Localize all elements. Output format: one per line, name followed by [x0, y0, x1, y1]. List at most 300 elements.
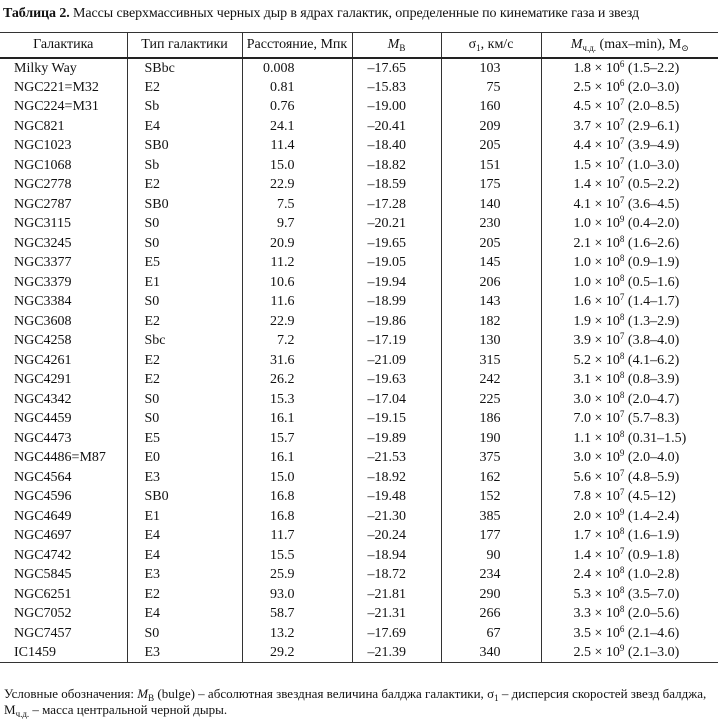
mb-value: –21.53 — [352, 448, 441, 468]
mass-mantissa: 3.1 — [573, 372, 591, 388]
galaxy-name: NGC4742 — [14, 547, 72, 563]
mass-exponent: 6 — [619, 58, 625, 69]
galaxy-type: E5 — [127, 253, 242, 273]
galaxy-type: SBbc — [127, 58, 242, 78]
caption-label: Таблица 2. — [3, 6, 70, 21]
galaxy-name: NGC2778 — [14, 177, 72, 193]
mb-value: –21.09 — [352, 351, 441, 371]
times-sign: × 10 — [591, 586, 620, 602]
mass-mantissa: 4.1 — [573, 196, 591, 212]
table-row — [0, 507, 718, 527]
galaxy-type: SB0 — [127, 195, 242, 215]
galaxy-type: E1 — [127, 507, 242, 527]
times-sign: × 10 — [591, 216, 620, 232]
mass-mantissa: 1.0 — [573, 255, 591, 271]
times-sign: × 10 — [591, 177, 620, 193]
mb-value: –19.05 — [352, 253, 441, 273]
galaxy-type: E4 — [127, 546, 242, 566]
times-sign: × 10 — [591, 60, 620, 76]
sigma-value: 234 — [441, 565, 541, 585]
mb-value: –19.15 — [352, 409, 441, 429]
galaxy-name: NGC3384 — [14, 294, 72, 310]
mass-range: (2.0–3.0) — [627, 79, 680, 95]
mass-range: (1.4–1.7) — [627, 294, 680, 310]
times-sign: × 10 — [591, 391, 620, 407]
table-row — [0, 58, 718, 78]
legend-mb-subscript: B — [148, 693, 155, 703]
mass-value — [541, 312, 718, 332]
mass-range: (2.9–6.1) — [627, 118, 680, 134]
sigma-value: 340 — [441, 643, 541, 663]
galaxy-type: S0 — [127, 234, 242, 254]
galaxy-type: S0 — [127, 409, 242, 429]
mass-value — [541, 58, 718, 78]
times-sign: × 10 — [591, 606, 620, 622]
table-row — [0, 604, 718, 624]
table-row — [0, 292, 718, 312]
times-sign: × 10 — [591, 294, 620, 310]
mass-exponent: 8 — [619, 253, 625, 264]
distance-value: 7.2 — [242, 331, 352, 351]
mass-range: (2.0–4.0) — [627, 450, 680, 466]
sigma-value: 315 — [441, 351, 541, 371]
mass-mantissa: 5.6 — [573, 469, 591, 485]
galaxy-type: E2 — [127, 312, 242, 332]
mass-range: (2.1–3.0) — [627, 645, 680, 660]
table-row — [0, 97, 718, 117]
times-sign: × 10 — [591, 450, 620, 466]
distance-value: 13.2 — [242, 624, 352, 644]
mb-value: –20.24 — [352, 526, 441, 546]
distance-value: 16.8 — [242, 507, 352, 527]
mass-exponent: 7 — [619, 97, 625, 108]
mass-value — [541, 234, 718, 254]
mb-value: –21.81 — [352, 585, 441, 605]
mass-range: (0.4–2.0) — [627, 216, 680, 232]
mass-range: (1.4–2.4) — [627, 508, 680, 524]
table-legend — [4, 686, 718, 718]
mass-exponent: 7 — [619, 175, 625, 186]
distance-value: 15.5 — [242, 546, 352, 566]
mass-mantissa: 2.0 — [573, 508, 591, 524]
header-type: Тип галактики — [127, 33, 242, 58]
distance-value: 15.0 — [242, 156, 352, 176]
galaxy-type: E4 — [127, 117, 242, 137]
mb-value: –18.82 — [352, 156, 441, 176]
mass-range: (0.5–2.2) — [627, 177, 680, 193]
mass-exponent: 8 — [619, 272, 625, 283]
table-row — [0, 331, 718, 351]
galaxy-name: NGC4473 — [14, 430, 72, 446]
mass-value — [541, 624, 718, 644]
mass-value — [541, 487, 718, 507]
sigma-value: 385 — [441, 507, 541, 527]
times-sign: × 10 — [591, 118, 620, 134]
mass-exponent: 8 — [619, 584, 625, 595]
mass-range: (1.0–2.8) — [627, 567, 680, 583]
mass-value — [541, 195, 718, 215]
distance-value: 93.0 — [242, 585, 352, 605]
distance-value: 26.2 — [242, 370, 352, 390]
sigma-value: 209 — [441, 117, 541, 137]
galaxy-name: NGC821 — [14, 118, 65, 134]
galaxy-type: S0 — [127, 624, 242, 644]
mass-value — [541, 273, 718, 293]
mb-value: –17.65 — [352, 58, 441, 78]
galaxy-name: NGC5845 — [14, 567, 72, 583]
mass-value — [541, 175, 718, 195]
times-sign: × 10 — [591, 411, 620, 427]
mb-value: –19.86 — [352, 312, 441, 332]
galaxy-type: Sb — [127, 156, 242, 176]
galaxy-name: NGC4697 — [14, 528, 72, 544]
mass-mantissa: 4.4 — [573, 138, 591, 154]
mass-exponent: 7 — [619, 545, 625, 556]
times-sign: × 10 — [591, 313, 620, 329]
header-galaxy: Галактика — [0, 33, 127, 58]
distance-value: 11.7 — [242, 526, 352, 546]
distance-value: 11.2 — [242, 253, 352, 273]
sigma-unit: , км/с — [480, 36, 514, 52]
mb-value: –19.00 — [352, 97, 441, 117]
legend-sigma-text: – дисперсия скоростей звезд балджа, — [498, 686, 707, 701]
table-header-row — [0, 33, 718, 58]
mass-exponent: 9 — [619, 506, 625, 517]
mass-mantissa: 3.0 — [573, 391, 591, 407]
table-row — [0, 429, 718, 449]
sigma-value: 130 — [441, 331, 541, 351]
mb-symbol: M — [387, 36, 400, 52]
mb-value: –18.40 — [352, 136, 441, 156]
sigma-value: 67 — [441, 624, 541, 644]
mass-mantissa: 1.6 — [573, 294, 591, 310]
galaxy-type: E2 — [127, 351, 242, 371]
mass-range: (0.8–3.9) — [627, 372, 680, 388]
mass-exponent: 8 — [619, 311, 625, 322]
table-row — [0, 468, 718, 488]
mass-exponent: 7 — [619, 155, 625, 166]
table-row — [0, 565, 718, 585]
galaxy-name: Milky Way — [14, 60, 77, 76]
galaxy-type: E2 — [127, 585, 242, 605]
mass-exponent: 7 — [619, 487, 625, 498]
distance-value: 29.2 — [242, 643, 352, 663]
sigma-subscript: 1 — [476, 42, 481, 53]
times-sign: × 10 — [591, 469, 620, 485]
sigma-value: 225 — [441, 390, 541, 410]
mb-value: –17.19 — [352, 331, 441, 351]
sigma-value: 206 — [441, 273, 541, 293]
mass-range: (1.6–1.9) — [627, 528, 680, 544]
mass-value — [541, 604, 718, 624]
times-sign: × 10 — [591, 547, 620, 563]
mass-value — [541, 643, 718, 663]
galaxy-type: Sbc — [127, 331, 242, 351]
mass-range: (0.9–1.9) — [627, 255, 680, 271]
distance-value: 16.1 — [242, 448, 352, 468]
mass-mantissa: 2.5 — [573, 79, 591, 95]
table-row — [0, 195, 718, 215]
mass-range: (4.5–12) — [627, 489, 676, 505]
mass-value — [541, 253, 718, 273]
mass-exponent: 7 — [619, 194, 625, 205]
galaxy-name: NGC221=M32 — [14, 79, 99, 95]
galaxy-type: SB0 — [127, 487, 242, 507]
mass-exponent: 6 — [619, 623, 625, 634]
mass-mantissa: 1.7 — [573, 528, 591, 544]
mass-mantissa: 7.0 — [573, 411, 591, 427]
mb-value: –21.31 — [352, 604, 441, 624]
mass-value — [541, 507, 718, 527]
galaxy-name: NGC3377 — [14, 255, 72, 271]
galaxy-name: NGC3245 — [14, 235, 72, 251]
mass-exponent: 8 — [619, 389, 625, 400]
times-sign: × 10 — [591, 255, 620, 271]
galaxy-type: E3 — [127, 468, 242, 488]
mass-exponent: 8 — [619, 233, 625, 244]
distance-value: 20.9 — [242, 234, 352, 254]
mass-value — [541, 565, 718, 585]
mass-range: (1.3–2.9) — [627, 313, 680, 329]
sigma-value: 266 — [441, 604, 541, 624]
sigma-value: 177 — [441, 526, 541, 546]
times-sign: × 10 — [591, 528, 620, 544]
times-sign: × 10 — [591, 567, 620, 583]
mass-mantissa: 3.3 — [573, 606, 591, 622]
mass-range: (4.1–6.2) — [627, 352, 680, 368]
mass-value — [541, 448, 718, 468]
galaxy-name: NGC224=M31 — [14, 99, 99, 115]
table-row — [0, 253, 718, 273]
galaxy-type: S0 — [127, 292, 242, 312]
mass-range: (2.0–8.5) — [627, 99, 680, 115]
mass-exponent: 7 — [619, 409, 625, 420]
galaxy-name: NGC6251 — [14, 586, 72, 602]
times-sign: × 10 — [591, 352, 620, 368]
sigma-value: 242 — [441, 370, 541, 390]
table-row — [0, 156, 718, 176]
sigma-value: 230 — [441, 214, 541, 234]
black-hole-mass-table — [0, 32, 718, 663]
galaxy-type: E5 — [127, 429, 242, 449]
sigma-symbol: σ — [468, 36, 477, 52]
galaxy-name: NGC3115 — [14, 216, 72, 232]
legend-sigma-symbol: σ — [487, 686, 495, 701]
distance-value: 15.0 — [242, 468, 352, 488]
mass-mantissa: 4.5 — [573, 99, 591, 115]
mass-exponent: 7 — [619, 136, 625, 147]
mb-value: –19.63 — [352, 370, 441, 390]
mb-value: –20.21 — [352, 214, 441, 234]
sigma-value: 205 — [441, 136, 541, 156]
mass-value — [541, 546, 718, 566]
distance-value: 22.9 — [242, 175, 352, 195]
mass-exponent: 8 — [619, 350, 625, 361]
galaxy-type: E1 — [127, 273, 242, 293]
mass-value — [541, 156, 718, 176]
distance-value: 22.9 — [242, 312, 352, 332]
legend-mass-symbol: M — [4, 702, 16, 717]
galaxy-name: NGC4596 — [14, 489, 72, 505]
sigma-value: 375 — [441, 448, 541, 468]
mass-exponent: 7 — [619, 292, 625, 303]
mass-value — [541, 468, 718, 488]
galaxy-type: E2 — [127, 175, 242, 195]
mass-value — [541, 351, 718, 371]
galaxy-name: NGC1023 — [14, 138, 72, 154]
mass-mantissa: 2.4 — [573, 567, 591, 583]
mb-value: –19.89 — [352, 429, 441, 449]
mass-mantissa: 5.2 — [573, 352, 591, 368]
legend-mass-text: – масса центральной черной дыры. — [29, 702, 228, 717]
distance-value: 25.9 — [242, 565, 352, 585]
distance-value: 10.6 — [242, 273, 352, 293]
sigma-value: 140 — [441, 195, 541, 215]
mb-value: –17.04 — [352, 390, 441, 410]
mass-mantissa: 7.8 — [573, 489, 591, 505]
distance-value: 16.1 — [242, 409, 352, 429]
sigma-value: 75 — [441, 78, 541, 98]
times-sign: × 10 — [591, 333, 620, 349]
sigma-value: 160 — [441, 97, 541, 117]
table-row — [0, 487, 718, 507]
mass-exponent: 8 — [619, 604, 625, 615]
mass-value — [541, 390, 718, 410]
legend-mass-subscript: ч.д. — [15, 709, 30, 719]
galaxy-type: S0 — [127, 214, 242, 234]
times-sign: × 10 — [591, 274, 620, 290]
distance-value: 24.1 — [242, 117, 352, 137]
galaxy-type: S0 — [127, 390, 242, 410]
mass-exponent: 9 — [619, 448, 625, 459]
table-row — [0, 546, 718, 566]
legend-mb-text: (bulge) – абсолютная звездная величина балджа галактики, — [154, 686, 488, 701]
times-sign: × 10 — [591, 645, 620, 660]
mass-mantissa: 1.0 — [573, 216, 591, 232]
mass-value — [541, 78, 718, 98]
times-sign: × 10 — [591, 625, 620, 641]
times-sign: × 10 — [591, 138, 620, 154]
mass-value — [541, 214, 718, 234]
header-mass — [541, 33, 718, 58]
times-sign: × 10 — [591, 235, 620, 251]
galaxy-name: NGC4261 — [14, 352, 72, 368]
galaxy-type: Sb — [127, 97, 242, 117]
distance-value: 7.5 — [242, 195, 352, 215]
mb-value: –19.65 — [352, 234, 441, 254]
sigma-value: 143 — [441, 292, 541, 312]
distance-value: 31.6 — [242, 351, 352, 371]
mass-exponent: 8 — [619, 428, 625, 439]
sigma-value: 152 — [441, 487, 541, 507]
mass-value — [541, 526, 718, 546]
galaxy-name: NGC3608 — [14, 313, 72, 329]
times-sign: × 10 — [591, 372, 620, 388]
table-row — [0, 78, 718, 98]
mb-value: –18.72 — [352, 565, 441, 585]
mb-value: –17.69 — [352, 624, 441, 644]
mass-range: (2.0–5.6) — [627, 606, 680, 622]
table-row — [0, 370, 718, 390]
mass-range: (2.0–4.7) — [627, 391, 680, 407]
table-row — [0, 214, 718, 234]
table-row — [0, 409, 718, 429]
distance-value: 0.008 — [242, 58, 352, 78]
galaxy-name: NGC4486=M87 — [14, 450, 106, 466]
mb-value: –17.28 — [352, 195, 441, 215]
times-sign: × 10 — [591, 99, 620, 115]
galaxy-name: NGC3379 — [14, 274, 72, 290]
mass-exponent: 8 — [619, 565, 625, 576]
distance-value: 15.3 — [242, 390, 352, 410]
galaxy-name: NGC4649 — [14, 508, 72, 524]
mass-value — [541, 585, 718, 605]
distance-value: 0.81 — [242, 78, 352, 98]
mass-exponent: 6 — [619, 77, 625, 88]
table-row — [0, 643, 718, 663]
galaxy-type: E3 — [127, 643, 242, 663]
times-sign: × 10 — [591, 508, 620, 524]
table-row — [0, 351, 718, 371]
mass-value — [541, 331, 718, 351]
table-row — [0, 624, 718, 644]
distance-value: 0.76 — [242, 97, 352, 117]
table-row — [0, 136, 718, 156]
times-sign: × 10 — [591, 157, 620, 173]
legend-intro: Условные обозначения: — [4, 686, 138, 701]
mass-exponent: 7 — [619, 331, 625, 342]
distance-value: 58.7 — [242, 604, 352, 624]
sigma-value: 205 — [441, 234, 541, 254]
galaxy-type: E0 — [127, 448, 242, 468]
table-row — [0, 312, 718, 332]
sigma-value: 290 — [441, 585, 541, 605]
galaxy-name: NGC4459 — [14, 411, 72, 427]
mass-mantissa: 1.9 — [573, 313, 591, 329]
distance-value: 9.7 — [242, 214, 352, 234]
sigma-value: 175 — [441, 175, 541, 195]
mb-subscript: B — [399, 42, 406, 53]
mass-symbol: M — [570, 36, 583, 52]
times-sign: × 10 — [591, 430, 620, 446]
caption-text: Массы сверхмассивных черных дыр в ядрах галактик, определенные по кинематике газа и звезд — [73, 6, 639, 21]
galaxy-name: NGC1068 — [14, 157, 72, 173]
table-row — [0, 117, 718, 137]
mb-value: –18.94 — [352, 546, 441, 566]
mass-range: (5.7–8.3) — [627, 411, 680, 427]
legend-mb-symbol: M — [137, 686, 149, 701]
galaxy-name: NGC7457 — [14, 625, 72, 641]
times-sign: × 10 — [591, 196, 620, 212]
galaxy-name: NGC4342 — [14, 391, 72, 407]
mb-value: –20.41 — [352, 117, 441, 137]
table-caption — [3, 6, 719, 22]
mass-range: (0.31–1.5) — [627, 430, 687, 446]
sigma-value: 190 — [441, 429, 541, 449]
mass-range: (3.8–4.0) — [627, 333, 680, 349]
table-row — [0, 585, 718, 605]
mass-range: (1.6–2.6) — [627, 235, 680, 251]
mb-value: –18.99 — [352, 292, 441, 312]
mass-range: (1.5–2.2) — [627, 60, 680, 76]
sigma-value: 186 — [441, 409, 541, 429]
table-row — [0, 448, 718, 468]
mass-value — [541, 409, 718, 429]
mb-value: –15.83 — [352, 78, 441, 98]
mass-range: (1.0–3.0) — [627, 157, 680, 173]
header-distance: Расстояние, Мпк — [242, 33, 352, 58]
times-sign: × 10 — [591, 489, 620, 505]
